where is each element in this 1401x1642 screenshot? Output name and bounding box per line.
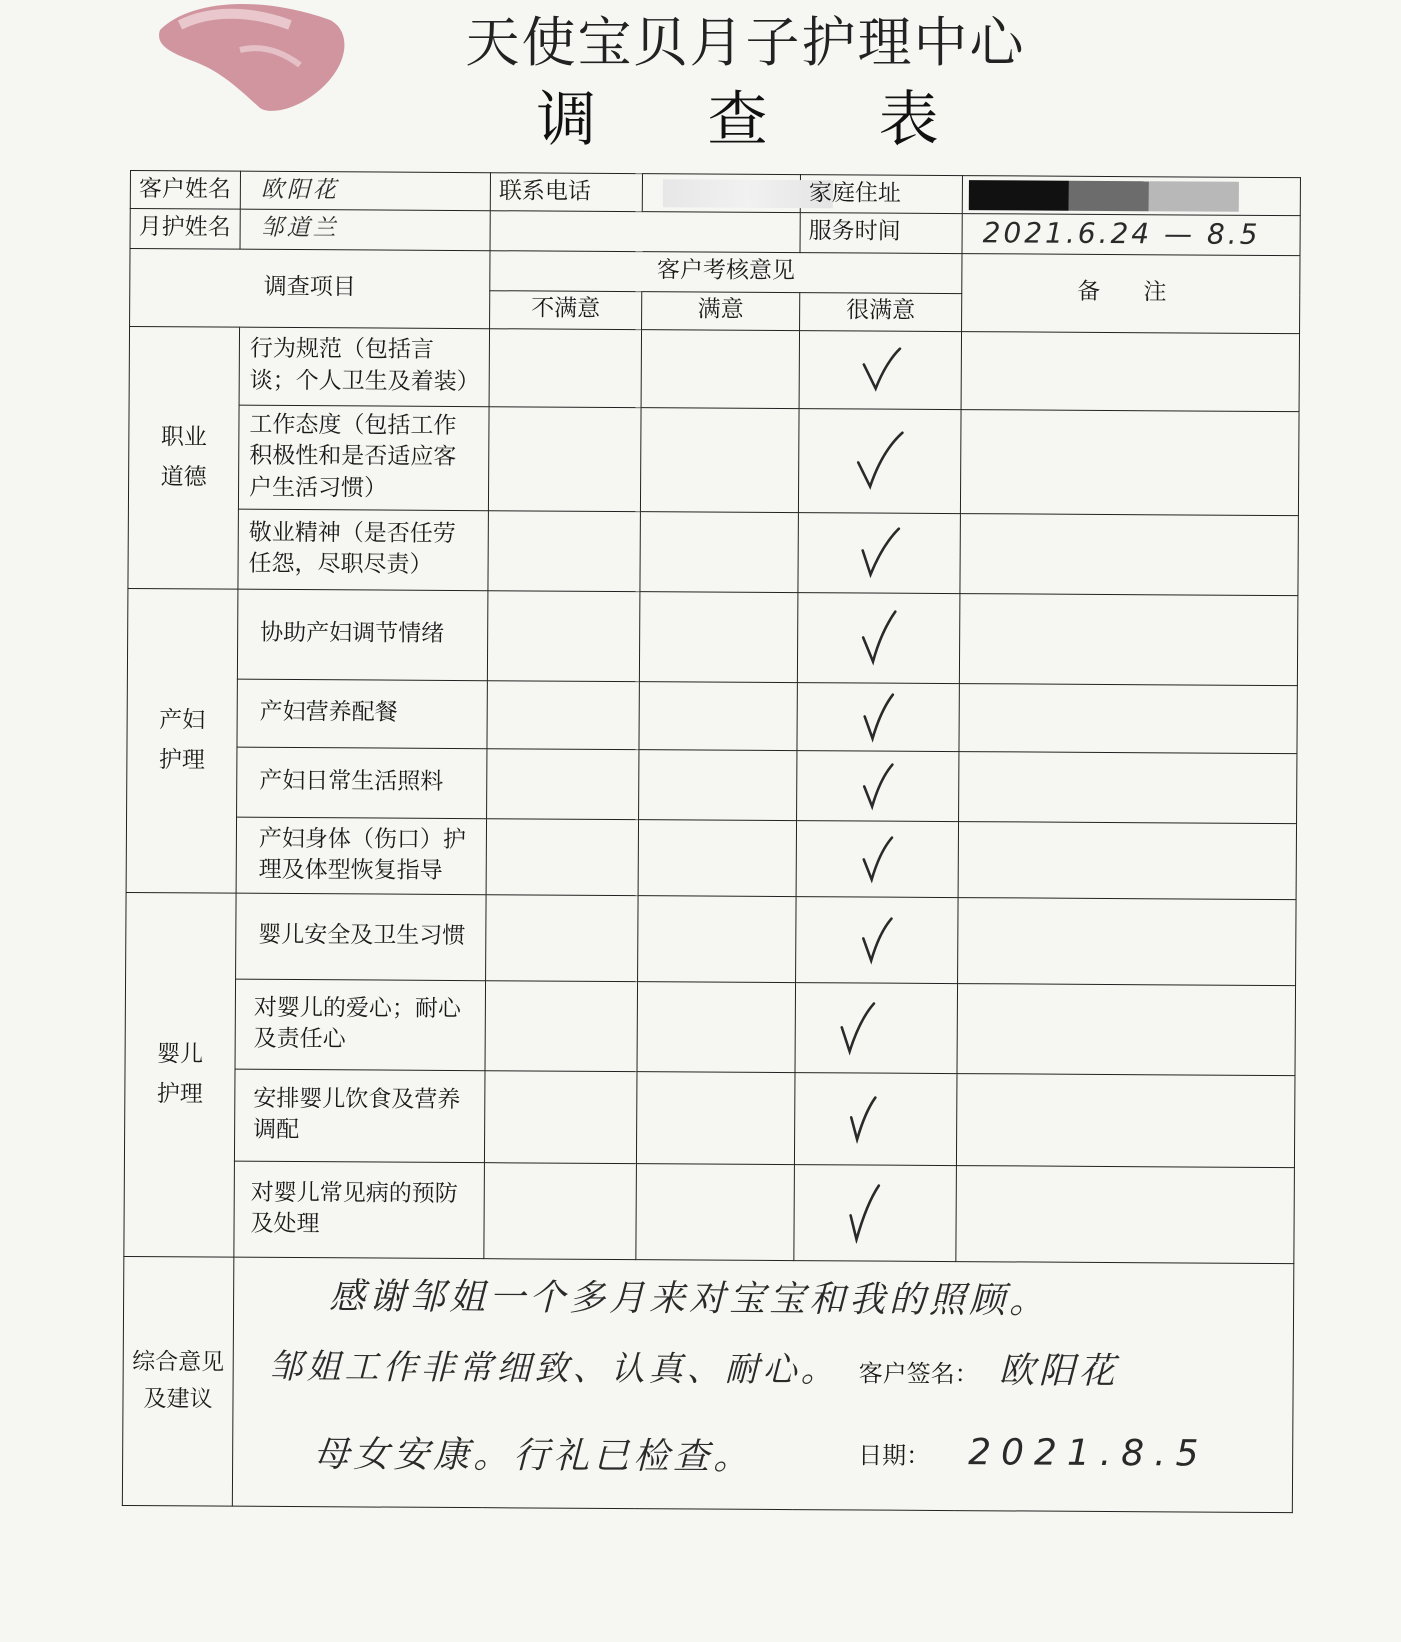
evaluation-label: 客户考核意见 (490, 250, 962, 293)
redacted-address-2 (1069, 180, 1149, 210)
remarks-cell[interactable] (959, 683, 1297, 753)
rating-cell-unsatisfied[interactable] (486, 895, 639, 982)
option-very-satisfied: 很满意 (800, 292, 962, 331)
comments-content[interactable] (232, 1257, 1294, 1512)
checkmark-icon (858, 761, 898, 811)
signature-label: 客户签名： (858, 1359, 979, 1389)
empty-info-cell (490, 211, 800, 253)
rating-cell-very-satisfied[interactable] (796, 820, 958, 897)
table-row (127, 746, 1297, 823)
phone-label: 联系电话 (490, 173, 642, 212)
table-row (127, 588, 1298, 685)
checkmark-icon (854, 525, 904, 581)
rating-cell-very-satisfied[interactable] (794, 1164, 957, 1261)
category-label-line1: 婴儿 (157, 1041, 204, 1068)
survey-item-label: 敬业精神（是否任劳任怨，尽职尽责） (238, 509, 488, 591)
client-name-label: 客户姓名 (130, 171, 240, 210)
form-title: 调 查 表 (536, 85, 985, 155)
survey-item-label: 协助产妇调节情绪 (237, 589, 488, 681)
table-row (124, 1160, 1295, 1263)
remarks-cell[interactable] (958, 897, 1297, 985)
comments-label (122, 1256, 234, 1506)
checkmark-icon (852, 429, 908, 493)
nurse-name-label: 月护姓名 (130, 209, 240, 249)
table-row (127, 678, 1297, 753)
remarks-cell[interactable] (961, 331, 1299, 411)
checkmark-icon (855, 345, 905, 395)
option-unsatisfied: 不满意 (490, 290, 642, 329)
rating-cell-unsatisfied[interactable] (489, 328, 641, 407)
remarks-cell[interactable] (958, 821, 1296, 899)
remarks-label: 备 注 (962, 253, 1300, 333)
rating-cell-very-satisfied[interactable] (797, 750, 959, 821)
category-ethics (128, 326, 240, 589)
rating-cell-satisfied[interactable] (637, 981, 796, 1072)
comment-line-2: 邹姐工作非常细致、认真、耐心。 (268, 1346, 839, 1391)
category-label-line2: 护理 (158, 747, 205, 774)
category-label-line1: 职业 (160, 424, 207, 451)
table-row (128, 404, 1299, 515)
date-value: 2021.8.5 (968, 1431, 1209, 1475)
category-maternal-care (126, 588, 238, 893)
survey-item-label: 安排婴儿饮食及营养调配 (234, 1069, 485, 1163)
category-label-line2: 道德 (160, 464, 207, 491)
checkmark-icon (858, 691, 898, 743)
rating-cell-very-satisfied[interactable] (795, 982, 958, 1073)
rating-cell-very-satisfied[interactable] (798, 512, 960, 593)
rating-cell-very-satisfied[interactable] (799, 330, 961, 409)
remarks-cell[interactable] (959, 593, 1298, 685)
remarks-cell[interactable] (959, 751, 1297, 823)
center-name-title: 天使宝贝月子护理中心 (465, 11, 1026, 74)
rating-cell-satisfied[interactable] (641, 329, 799, 408)
rating-cell-unsatisfied[interactable] (486, 819, 638, 896)
survey-item-label: 婴儿安全及卫生习惯 (236, 893, 487, 981)
address-value[interactable] (962, 176, 1300, 216)
survey-item-label: 行为规范（包括言谈；个人卫生及着装） (239, 327, 489, 407)
category-label-line2: 护理 (156, 1081, 203, 1108)
checkmark-icon (836, 1000, 880, 1056)
redacted-phone (663, 179, 833, 208)
survey-item-label: 工作态度（包括工作积极性和是否适应客户生活习惯） (238, 405, 489, 511)
rating-cell-satisfied[interactable] (636, 1163, 795, 1260)
date-label: 日期： (858, 1441, 931, 1470)
remarks-cell[interactable] (956, 1165, 1295, 1263)
rating-cell-satisfied[interactable] (638, 819, 796, 896)
client-name-value[interactable]: 欧阳花 (240, 171, 490, 211)
rating-cell-satisfied[interactable] (640, 407, 799, 512)
checkmark-icon (844, 1182, 884, 1244)
rating-cell-very-satisfied[interactable] (797, 592, 960, 683)
checkmark-icon (845, 1094, 881, 1144)
table-head-row-1 (130, 248, 1300, 295)
rating-cell-satisfied[interactable] (636, 1071, 795, 1164)
table-row (125, 978, 1296, 1075)
service-time-label: 服务时间 (800, 213, 962, 254)
service-time-value[interactable]: 2021.6.24 — 8.5 (962, 214, 1300, 256)
phone-value[interactable] (642, 174, 800, 213)
remarks-cell[interactable] (960, 513, 1298, 595)
remarks-cell[interactable] (960, 409, 1299, 515)
signature-value: 欧阳花 (998, 1350, 1119, 1392)
category-infant-care (124, 892, 236, 1257)
rating-cell-unsatisfied[interactable] (487, 591, 640, 682)
rating-cell-unsatisfied[interactable] (487, 681, 639, 750)
remarks-cell[interactable] (957, 983, 1296, 1075)
rating-cell-satisfied[interactable] (639, 591, 798, 682)
items-label: 调查项目 (130, 248, 490, 328)
remarks-cell[interactable] (956, 1073, 1295, 1167)
rating-cell-satisfied[interactable] (639, 749, 797, 820)
rating-cell-satisfied[interactable] (639, 681, 797, 750)
rating-cell-very-satisfied[interactable] (796, 896, 959, 983)
survey-item-label: 产妇日常生活照料 (237, 747, 487, 819)
rating-cell-very-satisfied[interactable] (798, 408, 961, 513)
redacted-address-1 (969, 180, 1069, 211)
rating-cell-unsatisfied[interactable] (484, 1163, 637, 1260)
survey-item-label: 产妇身体（伤口）护理及体型恢复指导 (236, 817, 486, 895)
category-label-line1: 产妇 (159, 707, 206, 734)
survey-item-label: 对婴儿的爱心；耐心及责任心 (235, 979, 486, 1071)
table-row (124, 1068, 1295, 1167)
survey-table (122, 170, 1301, 1513)
option-satisfied: 满意 (642, 291, 800, 330)
rating-cell-unsatisfied[interactable] (485, 981, 638, 1072)
rating-cell-unsatisfied[interactable] (488, 406, 641, 511)
rating-cell-very-satisfied[interactable] (794, 1072, 957, 1165)
rating-cell-satisfied[interactable] (640, 511, 798, 592)
checkmark-icon (857, 915, 897, 965)
rating-cell-unsatisfied[interactable] (484, 1071, 637, 1164)
survey-item-label: 对婴儿常见病的预防及处理 (234, 1161, 485, 1259)
comment-line-1: 感谢邹姐一个多月来对宝宝和我的照顾。 (328, 1276, 1050, 1322)
table-row (126, 816, 1296, 899)
rating-cell-unsatisfied[interactable] (488, 511, 640, 592)
comments-row (122, 1256, 1293, 1512)
rating-cell-satisfied[interactable] (638, 895, 797, 982)
table-row (129, 326, 1299, 411)
redacted-address-3 (1149, 181, 1239, 212)
comment-line-3: 母女安康。行礼已检查。 (313, 1433, 754, 1478)
table-row (126, 892, 1297, 985)
survey-item-label: 产妇营养配餐 (237, 679, 487, 749)
comments-label-line2: 及建议 (143, 1385, 213, 1413)
nurse-name-value[interactable]: 邹道兰 (240, 209, 490, 250)
checkmark-icon (854, 608, 902, 668)
table-row (128, 508, 1298, 595)
rating-cell-unsatisfied[interactable] (487, 749, 639, 820)
checkmark-icon (857, 834, 897, 884)
rating-cell-very-satisfied[interactable] (797, 682, 959, 751)
comments-label-line1: 综合意见 (132, 1349, 225, 1376)
address-label: 家庭住址 (800, 175, 962, 214)
